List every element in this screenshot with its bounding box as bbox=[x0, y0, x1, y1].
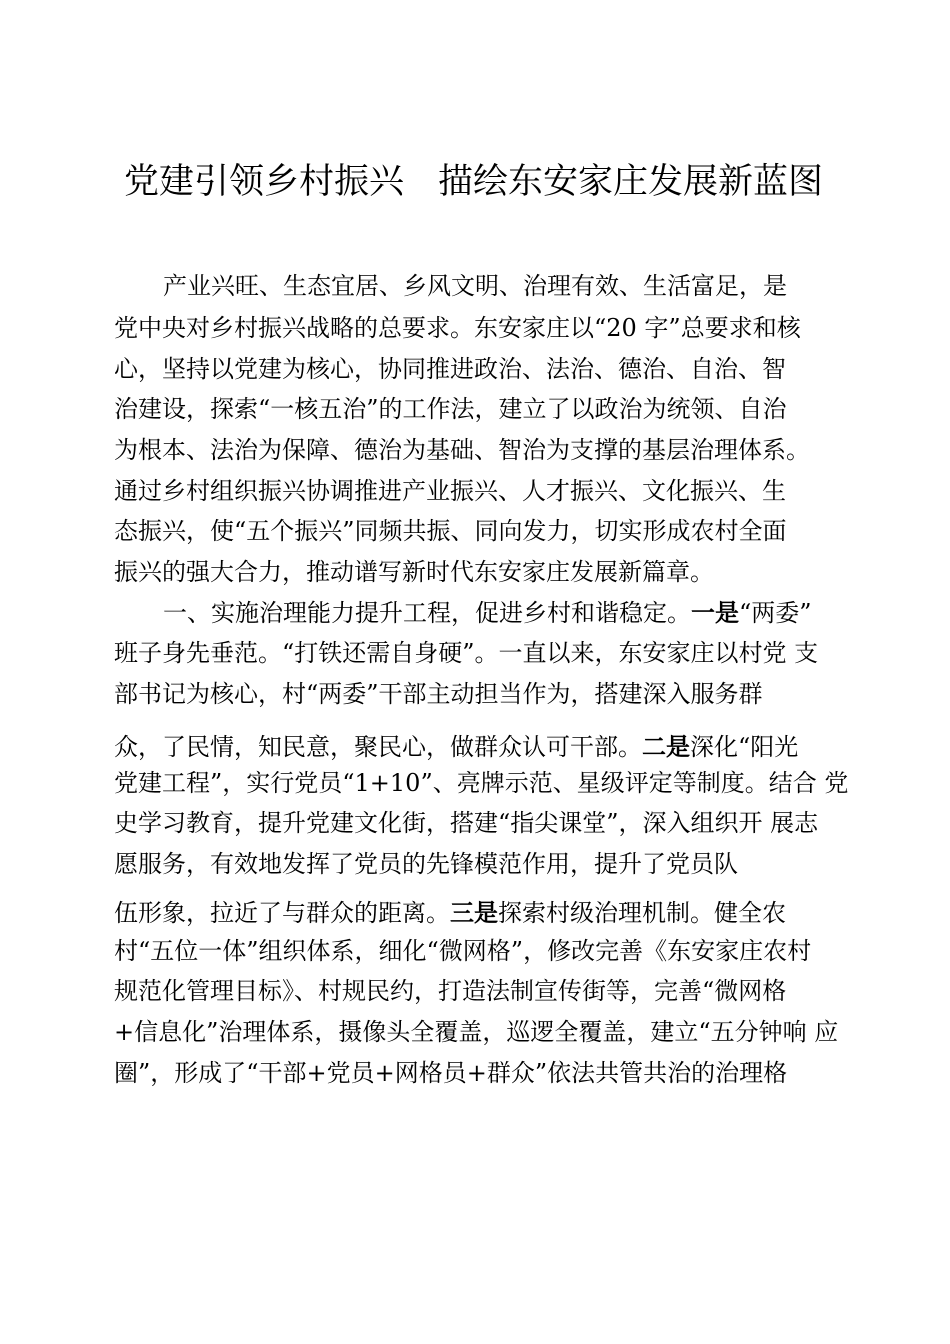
text-line: 众，了民情，知民意，聚民心，做群众认可干部。二是深化“阳光 bbox=[114, 733, 799, 761]
text-line: 治建设，探索“一核五治”的工作法，建立了以政治为统领、自治 bbox=[114, 395, 787, 423]
text-line: 圈”，形成了“干部+党员+网格员+群众”依法共管共治的治理格 bbox=[114, 1059, 788, 1087]
text-line: 心，坚持以党建为核心，协同推进政治、法治、德治、自治、智 bbox=[114, 355, 786, 383]
page-title bbox=[124, 164, 844, 200]
text-line: 班子身先垂范。“打铁还需自身硬”。一直以来，东安家庄以村党 支 bbox=[114, 639, 819, 667]
text-line: 愿服务，有效地发挥了党员的先锋模范作用，提升了党员队 bbox=[114, 850, 738, 878]
text-line: 一、实施治理能力提升工程，促进乡村和谐稳定。一是“两委” bbox=[163, 599, 812, 627]
text-line: 通过乡村组织振兴协调推进产业振兴、人才振兴、文化振兴、生 bbox=[114, 477, 786, 505]
text-line: 部书记为核心，村“两委”干部主动担当作为，搭建深入服务群 bbox=[114, 680, 763, 708]
text-line: 党中央对乡村振兴战略的总要求。东安家庄以“20 字”总要求和核 bbox=[114, 314, 801, 342]
bold-marker: 二是 bbox=[642, 733, 690, 761]
text-line: 振兴的强大合力，推动谱写新时代东安家庄发展新篇章。 bbox=[114, 558, 714, 586]
text-line: 党建工程”，实行党员“1+10”、亮牌示范、星级评定等制度。结合 党 bbox=[114, 769, 849, 797]
text-line: 史学习教育，提升党建文化街，搭建“指尖课堂”，深入组织开 展志 bbox=[114, 809, 819, 837]
text-line: +信息化”治理体系，摄像头全覆盖，巡逻全覆盖，建立“五分钟响 应 bbox=[114, 1018, 839, 1046]
bold-marker: 一是 bbox=[691, 599, 739, 627]
title-part-2: 描绘东安家庄发展新蓝图 bbox=[438, 162, 824, 202]
text-line: 伍形象，拉近了与群众的距离。三是探索村级治理机制。健全农 bbox=[114, 899, 786, 927]
text-line: 产业兴旺、生态宜居、乡风文明、治理有效、生活富足，是 bbox=[163, 272, 787, 300]
text-line: 规范化管理目标》、村规民约，打造法制宣传街等，完善“微网格 bbox=[114, 977, 787, 1005]
title-part-1: 党建引领乡村振兴 bbox=[124, 162, 405, 202]
text-line: 为根本、法治为保障、德治为基础、智治为支撑的基层治理体系。 bbox=[114, 436, 810, 464]
text-line: 村“五位一体”组织体系，细化“微网格”，修改完善《东安家庄农村 bbox=[114, 937, 812, 965]
text-line: 态振兴，使“五个振兴”同频共振、同向发力，切实形成农村全面 bbox=[114, 517, 787, 545]
bold-marker: 三是 bbox=[450, 899, 498, 927]
